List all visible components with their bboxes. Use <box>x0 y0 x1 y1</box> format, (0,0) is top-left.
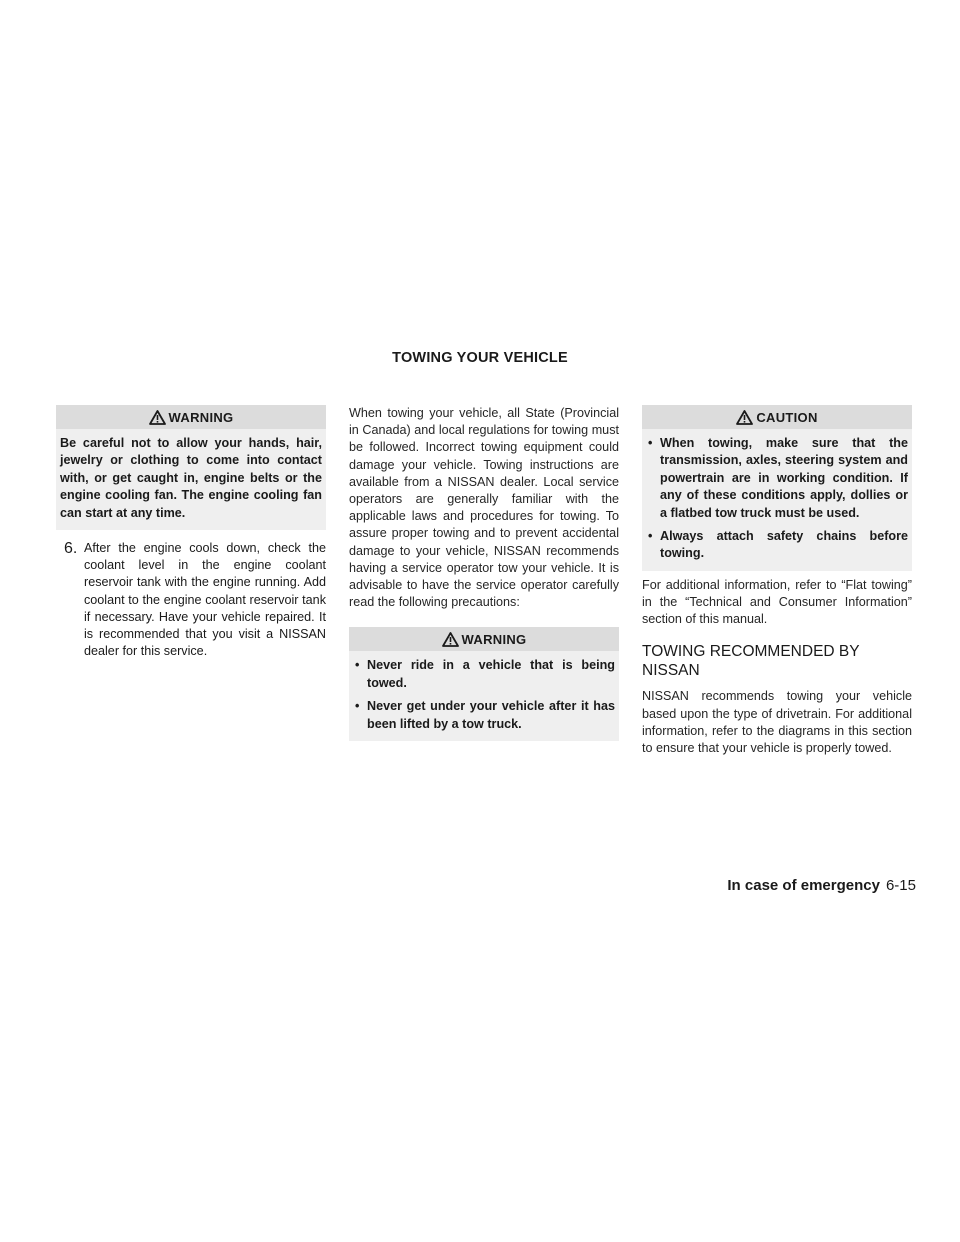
warning-label: WARNING <box>461 631 527 647</box>
additional-info-paragraph: For additional information, refer to “Flat towing” in the “Technical and Consumer Information” section of this manual. <box>642 577 912 627</box>
recommend-paragraph: NISSAN recommends towing your vehicle based upon the type of drivetrain. For additional information, refer to the diagrams in this section to ensure that your vehicle is properly towed. <box>642 689 912 756</box>
section-title: TOWING YOUR VEHICLE <box>392 350 568 366</box>
column-2 <box>349 405 619 741</box>
caution-icon <box>736 410 753 425</box>
warning-box-towing <box>349 627 619 741</box>
caution-header <box>642 405 912 429</box>
caution-item: • When towing, make sure that the transmission, axles, steering system and powertrain are in working condition. If any of these conditions apply, dollies or a flatbed tow truck must be used. <box>646 435 908 522</box>
bullet-icon: • <box>355 699 360 714</box>
bullet-icon: • <box>648 436 653 450</box>
caution-label: CAUTION <box>756 409 818 425</box>
bullet-icon: • <box>648 529 653 544</box>
step-text: After the engine cools down, check the coolant level in the engine coolant reservoir tank with the engine running. Add coolant to the engine coolant reservoir tank if necessary. Have your vehicle repaired. It is recommended that you visit a NISSAN dealer for this service. <box>84 541 326 659</box>
step-6 <box>56 540 326 660</box>
column-3 <box>642 405 912 757</box>
footer-section-name: In case of emergency <box>727 877 880 894</box>
warning-item: • Never ride in a vehicle that is being towed. <box>353 657 615 692</box>
warning-icon <box>149 410 166 425</box>
warning-icon <box>442 632 459 647</box>
warning-text: Be careful not to allow your hands, hair, jewelry or clothing to come into contact with, or get caught in, engine belts or the engine cooling fan. The engine cooling fan can start at any time. <box>56 429 326 530</box>
warning-item: • Never get under your vehicle after it has been lifted by a tow truck. <box>353 698 615 733</box>
bullet-icon: • <box>355 658 360 673</box>
step-number: 6. <box>64 540 78 558</box>
column-1 <box>56 405 326 660</box>
page-footer <box>727 877 916 894</box>
subheading-towing-recommended: TOWING RECOMMENDED BY NISSAN <box>642 643 860 680</box>
warning-label: WARNING <box>168 409 234 425</box>
towing-intro-paragraph: When towing your vehicle, all State (Provincial in Canada) and local regulations for towing must be followed. Incorrect towing equipment could damage your vehicle. Towing instructions are available from a NISSAN dealer. Local service operators are generally familiar with the applicable laws and procedures for towing. To assure proper towing and to prevent accidental damage to your vehicle, NISSAN recommends having a service operator tow your vehicle. It is advisable to have the service operator carefully read the following precautions: <box>349 406 619 610</box>
warning-header <box>56 405 326 429</box>
warning-box-engine-fan <box>56 405 326 530</box>
caution-box <box>642 405 912 571</box>
warning-header <box>349 627 619 651</box>
warning-list <box>349 651 619 741</box>
caution-item: • Always attach safety chains before towing. <box>646 528 908 563</box>
caution-list <box>642 429 912 571</box>
page-number: 6-15 <box>885 877 916 894</box>
